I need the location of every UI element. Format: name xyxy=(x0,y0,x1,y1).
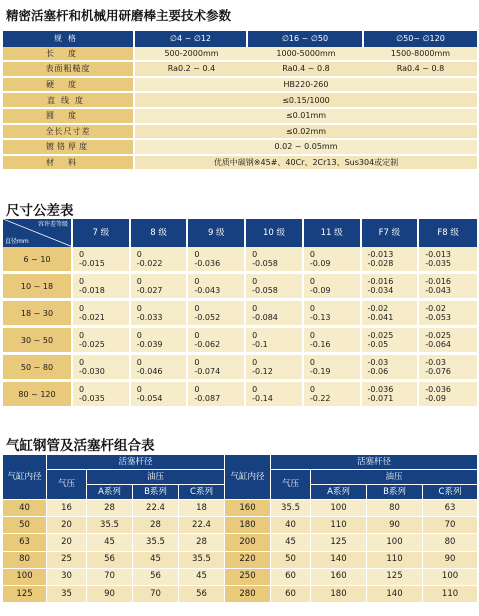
oil-b-value: 140 xyxy=(367,586,423,603)
spec-row-label: 圆度 xyxy=(3,109,135,125)
cylinder-row xyxy=(3,534,477,551)
spec-header-col: ∅16 ~ ∅50 xyxy=(248,31,364,47)
cylinder-row xyxy=(3,586,477,603)
bore-value: 160 xyxy=(225,500,271,517)
upper-deviation: 0 xyxy=(194,277,200,286)
air-rod-value: 25 xyxy=(47,552,87,569)
oil-header: 油压 xyxy=(311,470,477,485)
bore-value: 80 xyxy=(3,552,47,569)
bore-value: 200 xyxy=(225,534,271,551)
tolerance-cell xyxy=(362,328,420,355)
lower-deviation: -0.027 xyxy=(136,286,163,295)
spec-cell-merged: ≤0.01mm xyxy=(135,109,477,125)
bore-value: 100 xyxy=(3,569,47,586)
spec-header-label: 规格 xyxy=(3,31,135,47)
series-b-header: B系列 xyxy=(133,485,179,500)
spec-cell: 500-2000mm xyxy=(135,47,248,63)
oil-c-value: 45 xyxy=(179,569,225,586)
tolerance-cell xyxy=(131,247,189,274)
oil-b-value: 28 xyxy=(133,517,179,534)
lower-deviation: -0.039 xyxy=(136,340,163,349)
spec-row-label: 直线度 xyxy=(3,93,135,109)
tolerance-cell xyxy=(131,274,189,301)
diameter-range: 30 ~ 50 xyxy=(3,328,73,355)
tolerance-row xyxy=(3,301,477,328)
tolerance-cell xyxy=(131,382,189,409)
upper-deviation: 0 xyxy=(79,331,85,340)
cylinder-title: 气缸钢管及活塞杆组合表 xyxy=(6,438,155,454)
lower-deviation: -0.05 xyxy=(367,340,389,349)
lower-deviation: -0.19 xyxy=(309,367,331,376)
oil-c-value: 110 xyxy=(423,586,477,603)
oil-a-value: 56 xyxy=(87,552,133,569)
upper-deviation: -0.016 xyxy=(425,277,452,286)
spec-row xyxy=(3,93,477,109)
lower-deviation: -0.074 xyxy=(194,367,221,376)
oil-b-value: 45 xyxy=(133,552,179,569)
air-rod-value: 45 xyxy=(271,534,311,551)
upper-deviation: 0 xyxy=(309,385,315,394)
upper-deviation: 0 xyxy=(309,277,315,286)
oil-b-value: 80 xyxy=(367,500,423,517)
diameter-range: 6 ~ 10 xyxy=(3,247,73,274)
lower-deviation: -0.046 xyxy=(136,367,163,376)
tolerance-row xyxy=(3,247,477,274)
lower-deviation: -0.14 xyxy=(252,394,273,403)
lower-deviation: -0.033 xyxy=(136,313,163,322)
lower-deviation: -0.09 xyxy=(425,394,446,403)
oil-a-value: 35.5 xyxy=(87,517,133,534)
oil-a-value: 110 xyxy=(311,517,367,534)
lower-deviation: -0.062 xyxy=(194,340,221,349)
tolerance-row xyxy=(3,274,477,301)
lower-deviation: -0.13 xyxy=(309,313,331,322)
lower-deviation: -0.058 xyxy=(252,286,278,295)
oil-header: 油压 xyxy=(87,470,225,485)
lower-deviation: -0.015 xyxy=(79,259,105,268)
tolerance-cell xyxy=(246,247,304,274)
oil-c-value: 18 xyxy=(179,500,225,517)
cylinder-row xyxy=(3,500,477,517)
tolerance-cell xyxy=(304,328,362,355)
corner-label-top: 容许差等级 xyxy=(37,221,68,228)
lower-deviation: -0.034 xyxy=(367,286,394,295)
tolerance-cell xyxy=(304,301,362,328)
spec-row-label: 表面粗糙度 xyxy=(3,62,135,78)
tolerance-cell xyxy=(131,328,189,355)
tolerance-row xyxy=(3,382,477,409)
oil-a-value: 125 xyxy=(311,534,367,551)
tolerance-cell xyxy=(188,382,246,409)
upper-deviation: -0.036 xyxy=(425,385,452,394)
grade-header: 9 级 xyxy=(188,219,246,247)
air-rod-value: 35 xyxy=(47,586,87,603)
bore-header: 气缸内径 xyxy=(3,455,47,500)
spec-cell-merged: 优质中碳钢※45#、40Cr、2Cr13、Sus304或定制 xyxy=(135,156,477,172)
oil-a-value: 28 xyxy=(87,500,133,517)
diameter-range: 18 ~ 30 xyxy=(3,301,73,328)
oil-b-value: 110 xyxy=(367,552,423,569)
upper-deviation: 0 xyxy=(252,277,258,286)
spec-title: 精密活塞杆和机械用研磨棒主要技术参数 xyxy=(6,8,232,23)
oil-c-value: 28 xyxy=(179,534,225,551)
tolerance-cell xyxy=(246,382,304,409)
upper-deviation: 0 xyxy=(136,250,142,259)
upper-deviation: 0 xyxy=(79,277,85,286)
lower-deviation: -0.053 xyxy=(425,313,452,322)
tolerance-cell xyxy=(188,355,246,382)
oil-b-value: 125 xyxy=(367,569,423,586)
cylinder-table xyxy=(3,455,477,603)
bore-value: 250 xyxy=(225,569,271,586)
grade-header: F7 级 xyxy=(362,219,420,247)
tolerance-cell xyxy=(188,274,246,301)
lower-deviation: -0.09 xyxy=(309,286,331,295)
bore-value: 50 xyxy=(3,517,47,534)
upper-deviation: 0 xyxy=(309,331,315,340)
tolerance-cell xyxy=(419,274,477,301)
upper-deviation: 0 xyxy=(136,358,142,367)
tolerance-cell xyxy=(73,382,131,409)
bore-value: 125 xyxy=(3,586,47,603)
tolerance-cell xyxy=(73,247,131,274)
grade-header: F8 级 xyxy=(419,219,477,247)
upper-deviation: 0 xyxy=(79,358,85,367)
tolerance-cell xyxy=(188,247,246,274)
tolerance-row xyxy=(3,355,477,382)
tolerance-cell xyxy=(304,247,362,274)
oil-c-value: 56 xyxy=(179,586,225,603)
upper-deviation: 0 xyxy=(136,277,142,286)
grade-header: 7 级 xyxy=(73,219,131,247)
spec-row xyxy=(3,47,477,63)
oil-a-value: 140 xyxy=(311,552,367,569)
lower-deviation: -0.064 xyxy=(425,340,452,349)
lower-deviation: -0.076 xyxy=(425,367,452,376)
corner-label-bottom: 直径mm xyxy=(5,238,29,245)
spec-row-label: 全长尺寸差 xyxy=(3,125,135,141)
spec-header-col: ∅50~ ∅120 xyxy=(364,31,477,47)
air-rod-value: 60 xyxy=(271,586,311,603)
tolerance-cell xyxy=(362,301,420,328)
spec-cell: Ra0.2 ~ 0.4 xyxy=(135,62,248,78)
lower-deviation: -0.052 xyxy=(194,313,221,322)
spec-cell: 1000-5000mm xyxy=(248,47,364,63)
tolerance-cell xyxy=(73,328,131,355)
tolerance-cell xyxy=(362,355,420,382)
oil-b-value: 90 xyxy=(367,517,423,534)
bore-value: 220 xyxy=(225,552,271,569)
spec-cell: Ra0.4 ~ 0.8 xyxy=(364,62,477,78)
tolerance-cell xyxy=(246,274,304,301)
lower-deviation: -0.054 xyxy=(136,394,163,403)
air-rod-value: 50 xyxy=(271,552,311,569)
oil-b-value: 35.5 xyxy=(133,534,179,551)
grade-header: 11 级 xyxy=(304,219,362,247)
lower-deviation: -0.041 xyxy=(367,313,394,322)
tolerance-cell xyxy=(419,355,477,382)
series-b-header: B系列 xyxy=(367,485,423,500)
upper-deviation: -0.013 xyxy=(425,250,452,259)
upper-deviation: 0 xyxy=(194,358,200,367)
spec-cell: Ra0.4 ~ 0.8 xyxy=(248,62,364,78)
air-rod-value: 20 xyxy=(47,534,87,551)
air-header: 气压 xyxy=(47,470,87,500)
tolerance-cell xyxy=(419,247,477,274)
upper-deviation: 0 xyxy=(252,331,258,340)
spec-row xyxy=(3,140,477,156)
spec-header-col: ∅4 ~ ∅12 xyxy=(135,31,248,47)
bore-value: 40 xyxy=(3,500,47,517)
upper-deviation: 0 xyxy=(79,304,85,313)
upper-deviation: -0.025 xyxy=(367,331,394,340)
spec-table xyxy=(3,31,477,171)
tolerance-body xyxy=(3,247,477,409)
tolerance-cell xyxy=(73,355,131,382)
tolerance-cell xyxy=(419,382,477,409)
grade-header: 10 级 xyxy=(246,219,304,247)
upper-deviation: -0.03 xyxy=(367,358,389,367)
oil-a-value: 70 xyxy=(87,569,133,586)
oil-b-value: 70 xyxy=(133,586,179,603)
lower-deviation: -0.058 xyxy=(252,259,278,268)
oil-c-value: 22.4 xyxy=(179,517,225,534)
oil-c-value: 63 xyxy=(423,500,477,517)
upper-deviation: 0 xyxy=(252,385,258,394)
tolerance-cell xyxy=(246,355,304,382)
upper-deviation: 0 xyxy=(136,385,142,394)
lower-deviation: -0.043 xyxy=(194,286,221,295)
lower-deviation: -0.022 xyxy=(136,259,163,268)
lower-deviation: -0.035 xyxy=(79,394,105,403)
upper-deviation: 0 xyxy=(194,385,200,394)
lower-deviation: -0.028 xyxy=(367,259,394,268)
upper-deviation: 0 xyxy=(79,385,85,394)
air-rod-value: 20 xyxy=(47,517,87,534)
oil-c-value: 90 xyxy=(423,552,477,569)
air-header: 气压 xyxy=(271,470,311,500)
spec-cell-merged: HB220-260 xyxy=(135,78,477,94)
lower-deviation: -0.071 xyxy=(367,394,394,403)
bore-header: 气缸内径 xyxy=(225,455,271,500)
lower-deviation: -0.043 xyxy=(425,286,452,295)
spec-row xyxy=(3,156,477,172)
spec-cell-merged: ≤0.15/1000 xyxy=(135,93,477,109)
tolerance-title: 尺寸公差表 xyxy=(6,203,74,219)
lower-deviation: -0.087 xyxy=(194,394,221,403)
cylinder-row xyxy=(3,569,477,586)
spec-row-label: 长度 xyxy=(3,47,135,63)
lower-deviation: -0.036 xyxy=(194,259,221,268)
upper-deviation: 0 xyxy=(136,304,142,313)
upper-deviation: 0 xyxy=(136,331,142,340)
tolerance-cell xyxy=(188,301,246,328)
rod-header: 活塞杆径 xyxy=(271,455,477,470)
lower-deviation: -0.084 xyxy=(252,313,278,322)
spec-cell-merged: 0.02 ~ 0.05mm xyxy=(135,140,477,156)
upper-deviation: 0 xyxy=(252,358,258,367)
oil-b-value: 22.4 xyxy=(133,500,179,517)
tolerance-cell xyxy=(362,382,420,409)
upper-deviation: 0 xyxy=(79,250,85,259)
bore-value: 280 xyxy=(225,586,271,603)
tolerance-cell xyxy=(188,328,246,355)
bore-value: 63 xyxy=(3,534,47,551)
tolerance-header-row xyxy=(3,219,477,247)
tolerance-cell xyxy=(246,328,304,355)
upper-deviation: 0 xyxy=(194,331,200,340)
upper-deviation: -0.036 xyxy=(367,385,394,394)
series-a-header: A系列 xyxy=(311,485,367,500)
spec-row-label: 镀铬厚度 xyxy=(3,140,135,156)
lower-deviation: -0.030 xyxy=(79,367,105,376)
spec-cell: 1500-8000mm xyxy=(364,47,477,63)
upper-deviation: 0 xyxy=(194,250,200,259)
air-rod-value: 40 xyxy=(271,517,311,534)
lower-deviation: -0.22 xyxy=(309,394,331,403)
upper-deviation: 0 xyxy=(194,304,200,313)
tolerance-cell xyxy=(73,274,131,301)
upper-deviation: -0.013 xyxy=(367,250,394,259)
cylinder-row xyxy=(3,517,477,534)
oil-c-value: 80 xyxy=(423,534,477,551)
rod-header: 活塞杆径 xyxy=(47,455,225,470)
grade-header: 8 级 xyxy=(131,219,189,247)
lower-deviation: -0.035 xyxy=(425,259,452,268)
lower-deviation: -0.16 xyxy=(309,340,331,349)
tolerance-cell xyxy=(419,301,477,328)
lower-deviation: -0.021 xyxy=(79,313,105,322)
cylinder-header-row xyxy=(3,455,477,470)
lower-deviation: -0.06 xyxy=(367,367,389,376)
series-c-header: C系列 xyxy=(179,485,225,500)
spec-row xyxy=(3,78,477,94)
spec-row-label: 硬度 xyxy=(3,78,135,94)
tolerance-row xyxy=(3,328,477,355)
oil-c-value: 70 xyxy=(423,517,477,534)
spec-row-label: 材料 xyxy=(3,156,135,172)
diameter-range: 80 ~ 120 xyxy=(3,382,73,409)
cylinder-row xyxy=(3,552,477,569)
oil-a-value: 160 xyxy=(311,569,367,586)
upper-deviation: 0 xyxy=(309,304,315,313)
oil-a-value: 100 xyxy=(311,500,367,517)
upper-deviation: -0.02 xyxy=(367,304,389,313)
upper-deviation: -0.016 xyxy=(367,277,394,286)
oil-a-value: 180 xyxy=(311,586,367,603)
tolerance-cell xyxy=(73,301,131,328)
oil-c-value: 35.5 xyxy=(179,552,225,569)
cylinder-body xyxy=(3,500,477,603)
tolerance-cell xyxy=(362,274,420,301)
upper-deviation: 0 xyxy=(309,250,315,259)
lower-deviation: -0.12 xyxy=(252,367,273,376)
tolerance-cell xyxy=(362,247,420,274)
oil-c-value: 100 xyxy=(423,569,477,586)
upper-deviation: 0 xyxy=(309,358,315,367)
upper-deviation: 0 xyxy=(252,304,258,313)
upper-deviation: -0.02 xyxy=(425,304,446,313)
tolerance-cell xyxy=(246,301,304,328)
tolerance-table xyxy=(3,219,477,409)
spec-row xyxy=(3,62,477,78)
air-rod-value: 60 xyxy=(271,569,311,586)
diameter-range: 10 ~ 18 xyxy=(3,274,73,301)
tolerance-cell xyxy=(304,355,362,382)
oil-a-value: 45 xyxy=(87,534,133,551)
lower-deviation: -0.09 xyxy=(309,259,331,268)
series-c-header: C系列 xyxy=(423,485,477,500)
oil-b-value: 56 xyxy=(133,569,179,586)
upper-deviation: -0.025 xyxy=(425,331,452,340)
air-rod-value: 35.5 xyxy=(271,500,311,517)
tolerance-cell xyxy=(131,355,189,382)
spec-header-row xyxy=(3,31,477,47)
lower-deviation: -0.025 xyxy=(79,340,105,349)
bore-value: 180 xyxy=(225,517,271,534)
spec-cell-merged: ≤0.02mm xyxy=(135,125,477,141)
spec-row xyxy=(3,109,477,125)
tolerance-cell xyxy=(131,301,189,328)
tolerance-cell xyxy=(304,274,362,301)
lower-deviation: -0.1 xyxy=(252,340,268,349)
air-rod-value: 30 xyxy=(47,569,87,586)
lower-deviation: -0.018 xyxy=(79,286,105,295)
tolerance-cell xyxy=(419,328,477,355)
tolerance-corner-cell xyxy=(3,219,73,247)
upper-deviation: -0.03 xyxy=(425,358,446,367)
tolerance-cell xyxy=(304,382,362,409)
upper-deviation: 0 xyxy=(252,250,258,259)
spec-row xyxy=(3,125,477,141)
air-rod-value: 16 xyxy=(47,500,87,517)
oil-a-value: 90 xyxy=(87,586,133,603)
series-a-header: A系列 xyxy=(87,485,133,500)
diameter-range: 50 ~ 80 xyxy=(3,355,73,382)
oil-b-value: 100 xyxy=(367,534,423,551)
